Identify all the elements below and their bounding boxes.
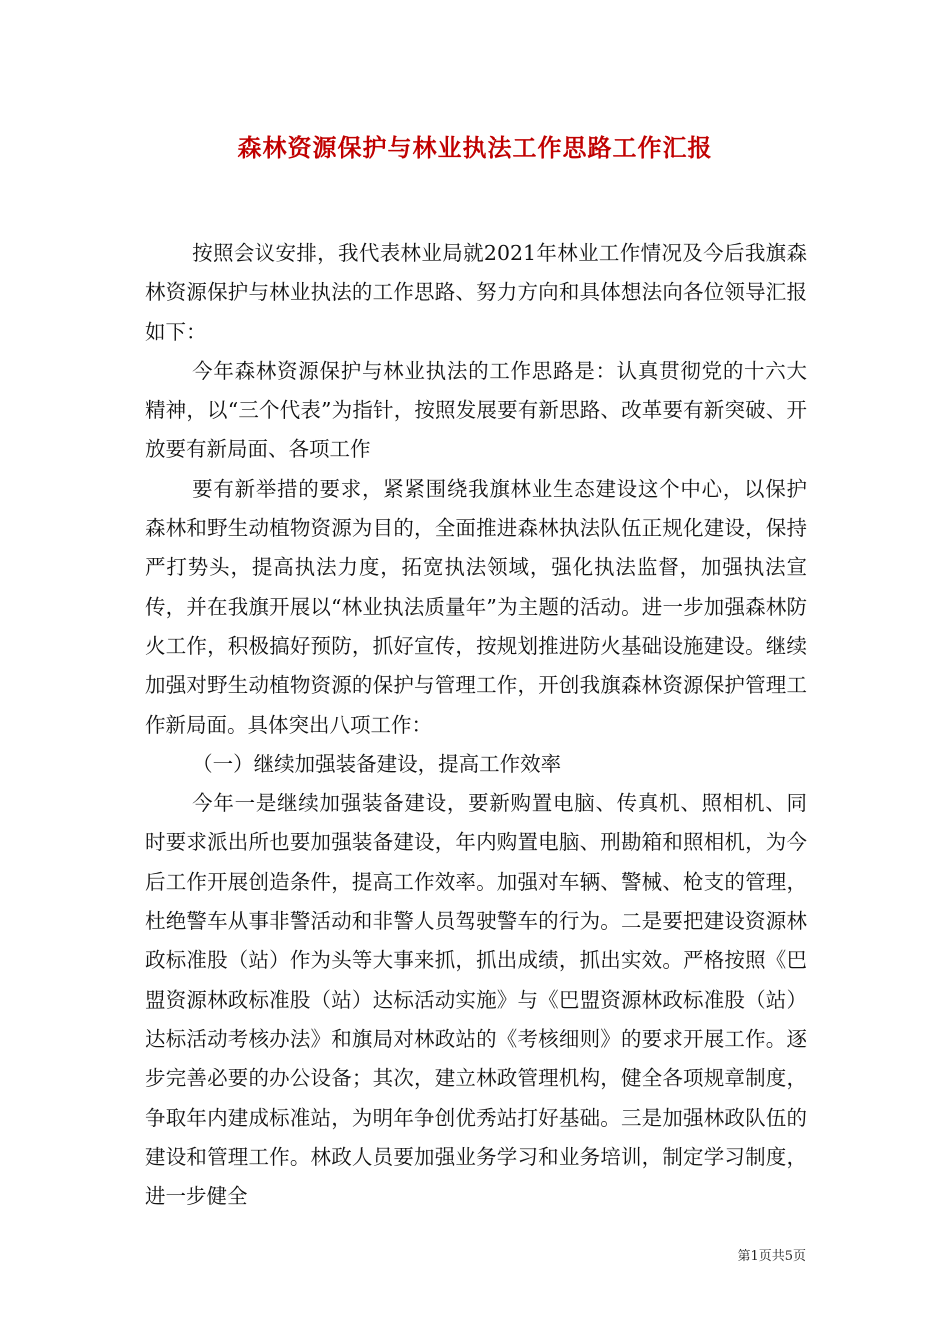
section-heading-equipment: （一）继续加强装备建设，提高工作效率	[192, 751, 562, 776]
paragraph-work-approach: 今年森林资源保护与林业执法的工作思路是：认真贯彻党的十六大精神，以“三个代表”为指针，按照发展要有新思路、改革要有新突破、开放要有新局面、各项工作	[145, 358, 807, 462]
paragraph-intro: 按照会议安排，我代表林业局就2021年林业工作情况及今后我旗森林资源保护与林业执法的工作思路、努力方向和具体想法向各位领导汇报如下：	[145, 241, 807, 344]
paragraph-requirements: 要有新举措的要求，紧紧围绕我旗林业生态建设这个中心，以保护森林和野生动植物资源为目的，全面推进森林执法队伍正规化建设，保持严打势头，提高执法力度，拓宽执法领域，强化执法监督，加强执法宣传，并在我旗开展以“林业执法质量年”为主题的活动。进一步加强森林防火工作，积极搞好预防，抓好宣传，按规划推进防火基础设施建设。继续加强对野生动植物资源的保护与管理工作，开创我旗森林资源保护管理工作新局面。具体突出八项工作：	[145, 476, 807, 737]
document-body	[145, 234, 807, 1216]
paragraph-equipment: 今年一是继续加强装备建设，要新购置电脑、传真机、照相机、同时要求派出所也要加强装备建设，年内购置电脑、刑勘箱和照相机，为今后工作开展创造条件，提高工作效率。加强对车辆、警械、枪支的管理，杜绝警车从事非警活动和非警人员驾驶警车的行为。二是要把建设资源林政标准股（站）作为头等大事来抓，抓出成绩，抓出实效。严格按照《巴盟资源林政标准股（站）达标活动实施》与《巴盟资源林政标准股（站）达标活动考核办法》和旗局对林政站的《考核细则》的要求开展工作。逐步完善必要的办公设备；其次，建立林政管理机构，健全各项规章制度，争取年内建成标准站，为明年争创优秀站打好基础。三是加强林政队伍的建设和管理工作。林政人员要加强业务学习和业务培训，制定学习制度，进一步健全	[145, 791, 807, 1209]
document-title: 森林资源保护与林业执法工作思路工作汇报	[237, 133, 713, 162]
page-number: 第1页共5页	[737, 1249, 806, 1264]
